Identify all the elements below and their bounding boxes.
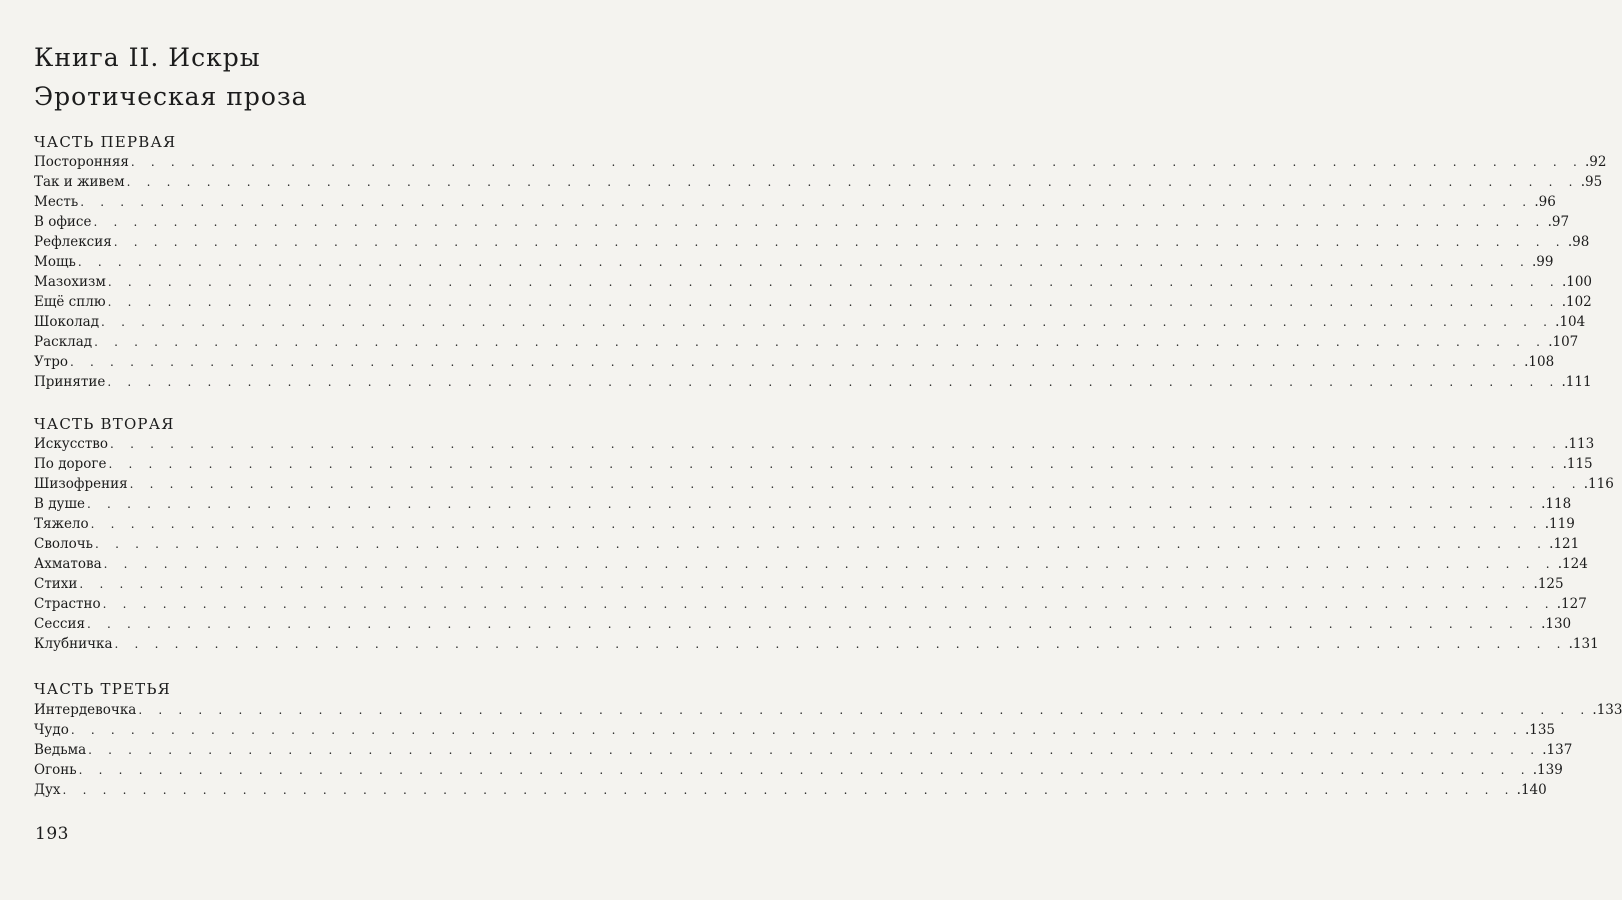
entry-title: Страстно [34,596,101,612]
entry-page: .135 [1524,722,1555,738]
toc-entry[interactable] [34,474,1614,494]
entry-page: .137 [1542,742,1573,758]
dot-leader: . . . . . . . . . . . . . . . . . . . . . . . . . . . . . . . . . . . . . . . . . . . . . . . . . . . . . . . . . . . . . . . . . . . . . . . . . [110,437,1563,451]
toc-entry[interactable] [34,434,1595,454]
toc-entry[interactable] [34,372,1592,392]
dot-leader: . . . . . . . . . . . . . . . . . . . . . . . . . . . . . . . . . . . . . . . . . . . . . . . . . . . . . . . . . . . . . . . . . . . . . . . . . [129,477,1582,491]
dot-leader: . . . . . . . . . . . . . . . . . . . . . . . . . . . . . . . . . . . . . . . . . . . . . . . . . . . . . . . . . . . . . . . . . . . . . . . . . [87,497,1540,511]
entry-title: Рефлексия [34,234,112,250]
toc-entry[interactable] [34,780,1547,800]
entry-title: Огонь [34,762,77,778]
dot-leader: . . . . . . . . . . . . . . . . . . . . . . . . . . . . . . . . . . . . . . . . . . . . . . . . . . . . . . . . . . . . . . . . . . . . . . . . . [107,275,1560,289]
toc-entry[interactable] [34,172,1603,192]
toc-entry[interactable] [34,594,1587,614]
entry-title: Тяжело [34,516,89,532]
dot-leader: . . . . . . . . . . . . . . . . . . . . . . . . . . . . . . . . . . . . . . . . . . . . . . . . . . . . . . . . . . . . . . . . . . . . . . . . . [93,215,1546,229]
toc-entry[interactable] [34,534,1580,554]
entry-page: .107 [1548,334,1579,350]
entry-title: Посторонняя [34,154,129,170]
entry-page: .119 [1544,516,1575,532]
entry-page: .127 [1556,596,1587,612]
toc-entry[interactable] [34,574,1564,594]
dot-leader: . . . . . . . . . . . . . . . . . . . . . . . . . . . . . . . . . . . . . . . . . . . . . . . . . . . . . . . . . . . . . . . . . . . . . . . . . [80,195,1533,209]
entry-title: По дороге [34,456,107,472]
dot-leader: . . . . . . . . . . . . . . . . . . . . . . . . . . . . . . . . . . . . . . . . . . . . . . . . . . . . . . . . . . . . . . . . . . . . . . . . . [102,597,1555,611]
dot-leader: . . . . . . . . . . . . . . . . . . . . . . . . . . . . . . . . . . . . . . . . . . . . . . . . . . . . . . . . . . . . . . . . . . . . . . . . . [95,537,1548,551]
dot-leader: . . . . . . . . . . . . . . . . . . . . . . . . . . . . . . . . . . . . . . . . . . . . . . . . . . . . . . . . . . . . . . . . . . . . . . . . . [88,743,1541,757]
entry-title: Стихи [34,576,78,592]
dot-leader: . . . . . . . . . . . . . . . . . . . . . . . . . . . . . . . . . . . . . . . . . . . . . . . . . . . . . . . . . . . . . . . . . . . . . . . . . [113,235,1566,249]
entry-title: Мощь [34,254,76,270]
part-one-heading: ЧАСТЬ ПЕРВАЯ [34,133,177,151]
toc-entry[interactable] [34,700,1622,720]
entry-title: Месть [34,194,79,210]
toc-entry[interactable] [34,272,1593,292]
entry-title: Принятие [34,374,106,390]
dot-leader: . . . . . . . . . . . . . . . . . . . . . . . . . . . . . . . . . . . . . . . . . . . . . . . . . . . . . . . . . . . . . . . . . . . . . . . . . [90,517,1543,531]
dot-leader: . . . . . . . . . . . . . . . . . . . . . . . . . . . . . . . . . . . . . . . . . . . . . . . . . . . . . . . . . . . . . . . . . . . . . . . . . [70,355,1523,369]
entry-title: Искусство [34,436,109,452]
book-title: Книга II. Искры [34,43,261,72]
toc-entry[interactable] [34,614,1572,634]
entry-page: .111 [1561,374,1592,390]
entry-page: .99 [1531,254,1554,270]
part-two-list [34,434,1614,654]
dot-leader: . . . . . . . . . . . . . . . . . . . . . . . . . . . . . . . . . . . . . . . . . . . . . . . . . . . . . . . . . . . . . . . . . . . . . . . . . [103,557,1556,571]
dot-leader: . . . . . . . . . . . . . . . . . . . . . . . . . . . . . . . . . . . . . . . . . . . . . . . . . . . . . . . . . . . . . . . . . . . . . . . . . [101,315,1554,329]
dot-leader: . . . . . . . . . . . . . . . . . . . . . . . . . . . . . . . . . . . . . . . . . . . . . . . . . . . . . . . . . . . . . . . . . . . . . . . . . [107,375,1560,389]
entry-page: .98 [1567,234,1590,250]
part-three-heading: ЧАСТЬ ТРЕТЬЯ [34,680,171,698]
entry-title: Клубничка [34,636,113,652]
entry-title: Утро [34,354,68,370]
entry-title: Интердевочка [34,702,137,718]
entry-page: .118 [1541,496,1572,512]
entry-page: .121 [1549,536,1580,552]
dot-leader: . . . . . . . . . . . . . . . . . . . . . . . . . . . . . . . . . . . . . . . . . . . . . . . . . . . . . . . . . . . . . . . . . . . . . . . . . [70,723,1523,737]
entry-page: .115 [1562,456,1593,472]
entry-page: .116 [1583,476,1614,492]
entry-page: .130 [1541,616,1572,632]
entry-title: Шизофрения [34,476,128,492]
toc-entry[interactable] [34,352,1555,372]
entry-page: .133 [1592,702,1622,718]
dot-leader: . . . . . . . . . . . . . . . . . . . . . . . . . . . . . . . . . . . . . . . . . . . . . . . . . . . . . . . . . . . . . . . . . . . . . . . . . [62,783,1515,797]
toc-entry[interactable] [34,760,1563,780]
entry-title: Чудо [34,722,69,738]
toc-entry[interactable] [34,192,1556,212]
toc-entry[interactable] [34,720,1555,740]
toc-entry[interactable] [34,514,1575,534]
entry-title: Шоколад [34,314,100,330]
toc-entry[interactable] [34,332,1579,352]
entry-page: .96 [1534,194,1556,210]
entry-page: .108 [1524,354,1555,370]
toc-entry[interactable] [34,634,1599,654]
entry-title: Дух [34,782,61,798]
entry-page: .113 [1564,436,1595,452]
dot-leader: . . . . . . . . . . . . . . . . . . . . . . . . . . . . . . . . . . . . . . . . . . . . . . . . . . . . . . . . . . . . . . . . . . . . . . . . . [138,703,1591,717]
part-two-heading: ЧАСТЬ ВТОРАЯ [34,415,175,433]
entry-page: .140 [1516,782,1547,798]
entry-title: Мазохизм [34,274,106,290]
toc-entry[interactable] [34,292,1592,312]
toc-entry[interactable] [34,252,1554,272]
entry-title: Ведьма [34,742,87,758]
dot-leader: . . . . . . . . . . . . . . . . . . . . . . . . . . . . . . . . . . . . . . . . . . . . . . . . . . . . . . . . . . . . . . . . . . . . . . . . . [86,617,1540,631]
dot-leader: . . . . . . . . . . . . . . . . . . . . . . . . . . . . . . . . . . . . . . . . . . . . . . . . . . . . . . . . . . . . . . . . . . . . . . . . . [130,155,1583,169]
toc-entry[interactable] [34,152,1607,172]
entry-page: .139 [1532,762,1563,778]
part-three-list [34,700,1622,800]
dot-leader: . . . . . . . . . . . . . . . . . . . . . . . . . . . . . . . . . . . . . . . . . . . . . . . . . . . . . . . . . . . . . . . . . . . . . . . . . [108,457,1561,471]
entry-title: Сволочь [34,536,94,552]
toc-entry[interactable] [34,494,1572,514]
dot-leader: . . . . . . . . . . . . . . . . . . . . . . . . . . . . . . . . . . . . . . . . . . . . . . . . . . . . . . . . . . . . . . . . . . . . . . . . . [78,763,1531,777]
entry-title: Ещё сплю [34,294,106,310]
entry-page: .104 [1555,314,1586,330]
toc-entry[interactable] [34,554,1588,574]
part-one-list [34,152,1607,392]
entry-page: .95 [1580,174,1603,190]
page-number: 193 [35,824,69,844]
dot-leader: . . . . . . . . . . . . . . . . . . . . . . . . . . . . . . . . . . . . . . . . . . . . . . . . . . . . . . . . . . . . . . . . . . . . . . . . . [114,637,1567,651]
dot-leader: . . . . . . . . . . . . . . . . . . . . . . . . . . . . . . . . . . . . . . . . . . . . . . . . . . . . . . . . . . . . . . . . . . . . . . . . . [126,175,1579,189]
entry-title: В душе [34,496,86,512]
entry-page: .125 [1533,576,1564,592]
dot-leader: . . . . . . . . . . . . . . . . . . . . . . . . . . . . . . . . . . . . . . . . . . . . . . . . . . . . . . . . . . . . . . . . . . . . . . . . . [94,335,1547,349]
dot-leader: . . . . . . . . . . . . . . . . . . . . . . . . . . . . . . . . . . . . . . . . . . . . . . . . . . . . . . . . . . . . . . . . . . . . . . . . . [79,577,1532,591]
entry-title: Сессия [34,616,85,632]
toc-entry[interactable] [34,212,1570,232]
entry-page: .102 [1561,294,1592,310]
entry-page: .100 [1561,274,1593,290]
toc-entry[interactable] [34,454,1593,474]
entry-page: .92 [1584,154,1607,170]
toc-entry[interactable] [34,312,1586,332]
entry-page: .131 [1568,636,1599,652]
dot-leader: . . . . . . . . . . . . . . . . . . . . . . . . . . . . . . . . . . . . . . . . . . . . . . . . . . . . . . . . . . . . . . . . . . . . . . . . . [77,255,1530,269]
entry-title: Расклад [34,334,93,350]
book-subtitle: Эротическая проза [34,82,308,111]
entry-title: Ахматова [34,556,102,572]
toc-entry[interactable] [34,740,1573,760]
entry-title: В офисе [34,214,92,230]
dot-leader: . . . . . . . . . . . . . . . . . . . . . . . . . . . . . . . . . . . . . . . . . . . . . . . . . . . . . . . . . . . . . . . . . . . . . . . . . [107,295,1560,309]
toc-entry[interactable] [34,232,1590,252]
entry-title: Так и живем [34,174,125,190]
entry-page: .124 [1557,556,1588,572]
entry-page: .97 [1547,214,1570,230]
